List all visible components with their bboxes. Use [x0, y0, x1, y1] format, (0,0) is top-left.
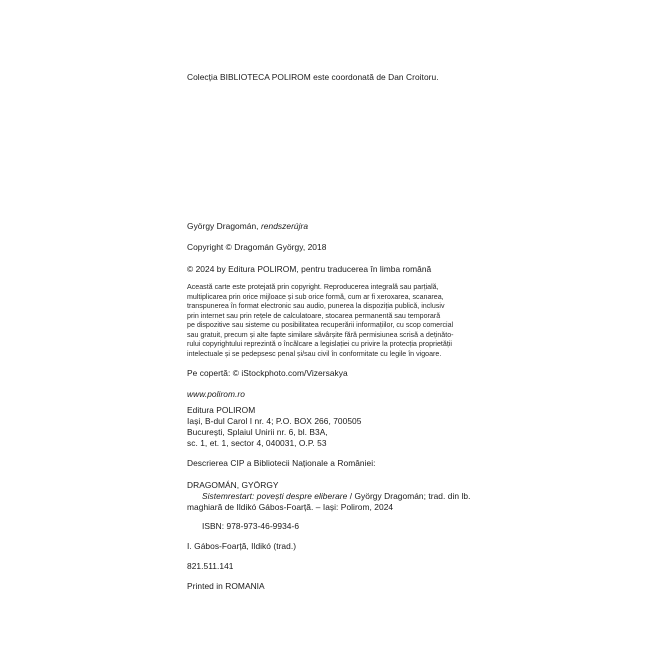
publisher-line: Editura POLIROM: [187, 405, 256, 415]
legal-notice-line: rului copyrightului reprezintă o încălcare a legislației cu privire la protecția proprietății: [187, 340, 452, 348]
cip-title-continuation: maghiară de Ildikó Gábos-Foarță. – Iași: Polirom, 2024: [187, 502, 394, 512]
legal-notice-line: intelectuale și se pedepsesc penal și/sau civil în conformitate cu legile în vigoare.: [187, 349, 442, 358]
cip-title-italic: Sistemrestart: povești despre eliberare: [202, 491, 348, 501]
publisher-line: Iași, B-dul Carol I nr. 4; P.O. BOX 266, 700505: [187, 416, 362, 426]
isbn: ISBN: 978-973-46-9934-6: [202, 521, 300, 531]
printed-in: Printed in ROMANIA: [187, 581, 265, 591]
legal-notice-line: sau gratuit, precum și alte fapte similare săvârșite fără permisiunea scrisă a deținăto-: [187, 330, 454, 339]
cip-header: Descrierea CIP a Bibliotecii Naționale a României:: [187, 458, 376, 468]
website: www.polirom.ro: [187, 389, 245, 399]
cip-title: [202, 492, 470, 500]
publisher-line: sc. 1, et. 1, sector 4, 040031, O.P. 53: [187, 438, 327, 448]
publisher-line: București, Splaiul Unirii nr. 6, bl. B3A,: [187, 427, 328, 437]
legal-notice-line: transpunerea în format electronic sau audio, punerea la dispoziția publică, inclusiv: [187, 302, 445, 310]
cip-author: DRAGOMÁN, GYÖRGY: [187, 480, 279, 490]
cover-credit: Pe copertă: © iStockphoto.com/Vizersakya: [187, 368, 348, 378]
copyright-original: Copyright © Dragomán György, 2018: [187, 242, 327, 252]
legal-notice-line: Această carte este protejată prin copyright. Reproducerea integrală sau parțială,: [187, 283, 439, 291]
author-name: György Dragomán,: [187, 221, 259, 231]
legal-notice-line: multiplicarea prin orice mijloace și sub orice formă, cum ar fi xeroxarea, scanarea,: [187, 292, 444, 301]
original-title: rendszerújra: [260, 221, 309, 231]
author-line: [187, 222, 308, 230]
cip-title-rest: / György Dragomán; trad. din lb.: [347, 491, 471, 501]
classification-number: 821.511.141: [187, 561, 234, 571]
copyright-translation: © 2024 by Editura POLIROM, pentru traducerea în limba română: [187, 264, 432, 274]
legal-notice-line: prin internet sau prin rețele de calculatoare, stocarea permanentă sau temporară: [187, 311, 441, 320]
collection-note: Colecția BIBLIOTECA POLIROM este coordonată de Dan Croitoru.: [187, 72, 439, 82]
legal-notice-line: pe dispozitive sau sisteme cu posibilitatea recuperării informațiilor, cu scop comercial: [187, 321, 454, 329]
translator-entry: I. Gábos-Foarță, Ildikó (trad.): [187, 541, 297, 551]
